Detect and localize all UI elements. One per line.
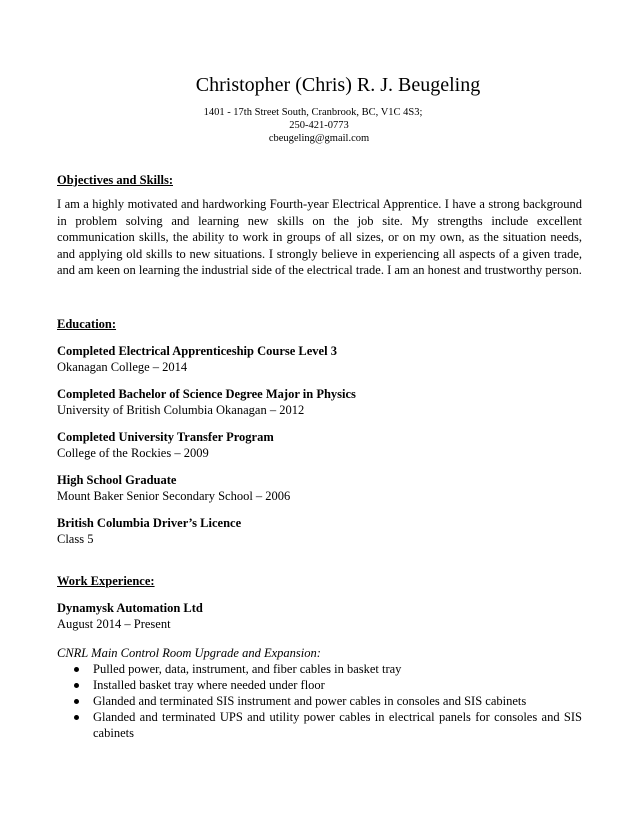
objectives-heading: Objectives and Skills: — [57, 173, 173, 187]
education-entry-title: British Columbia Driver’s Licence — [57, 516, 242, 530]
education-entry-detail: Mount Baker Senior Secondary School – 2006 — [57, 488, 291, 503]
list-item — [57, 677, 582, 693]
list-item — [57, 709, 582, 741]
phone-number: 250-421-0773 — [289, 120, 349, 131]
education-entry-detail: Class 5 — [57, 531, 94, 546]
duty-text: Glanded and terminated UPS and utility power cables in electrical panels for consoles and SIS cabinets — [93, 710, 582, 740]
education-entry — [57, 516, 582, 547]
work-experience-heading: Work Experience: — [57, 574, 155, 588]
bullet-icon — [74, 667, 79, 672]
education-entry-title: High School Graduate — [57, 473, 177, 487]
education-entry — [57, 430, 582, 461]
duty-text: Installed basket tray where needed under floor — [93, 678, 325, 692]
list-item — [57, 693, 582, 709]
duties-list — [57, 661, 582, 741]
candidate-name: Christopher (Chris) R. J. Beugeling — [195, 74, 481, 96]
bullet-icon — [74, 683, 79, 688]
education-entry — [57, 344, 582, 375]
education-entry-detail: University of British Columbia Okanagan – 2012 — [57, 402, 305, 417]
education-entry-title: Completed Bachelor of Science Degree Major in Physics — [57, 387, 356, 401]
objectives-text: I am a highly motivated and hardworking Fourth-year Electrical Apprentice. I have a strong background in problem solving and learning new skills on the job site. My strengths include excellent communication skills, the ability to work in groups of all sizes, or on my own, as the situation needs, and applying old skills to new situations. I strongly believe in experiencing all aspects of a given trade, and am keen on learning the industrial side of the electrical trade. I am an honest and trustworthy person. — [57, 197, 582, 278]
bullet-icon — [74, 699, 79, 704]
work-entry — [57, 601, 582, 632]
education-entry — [57, 387, 582, 418]
email-address: cbeugeling@gmail.com — [268, 133, 370, 144]
duty-text: Pulled power, data, instrument, and fiber cables in basket tray — [93, 662, 402, 676]
education-heading: Education: — [57, 317, 117, 331]
list-item — [57, 661, 582, 677]
employment-dates: August 2014 – Present — [57, 616, 171, 631]
education-entry-title: Completed University Transfer Program — [57, 430, 274, 444]
education-entry-detail: Okanagan College – 2014 — [57, 359, 188, 374]
duty-text: Glanded and terminated SIS instrument and power cables in consoles and SIS cabinets — [93, 694, 527, 708]
bullet-icon — [74, 715, 79, 720]
education-entry-detail: College of the Rockies – 2009 — [57, 445, 209, 460]
education-entry-title: Completed Electrical Apprenticeship Course Level 3 — [57, 344, 337, 358]
project-title: CNRL Main Control Room Upgrade and Expansion: — [57, 646, 321, 660]
education-entry — [57, 473, 582, 504]
employer-name: Dynamysk Automation Ltd — [57, 601, 203, 615]
address-line: 1401 - 17th Street South, Cranbrook, BC, V1C 4S3; — [203, 107, 423, 118]
objectives-paragraph — [57, 196, 582, 279]
